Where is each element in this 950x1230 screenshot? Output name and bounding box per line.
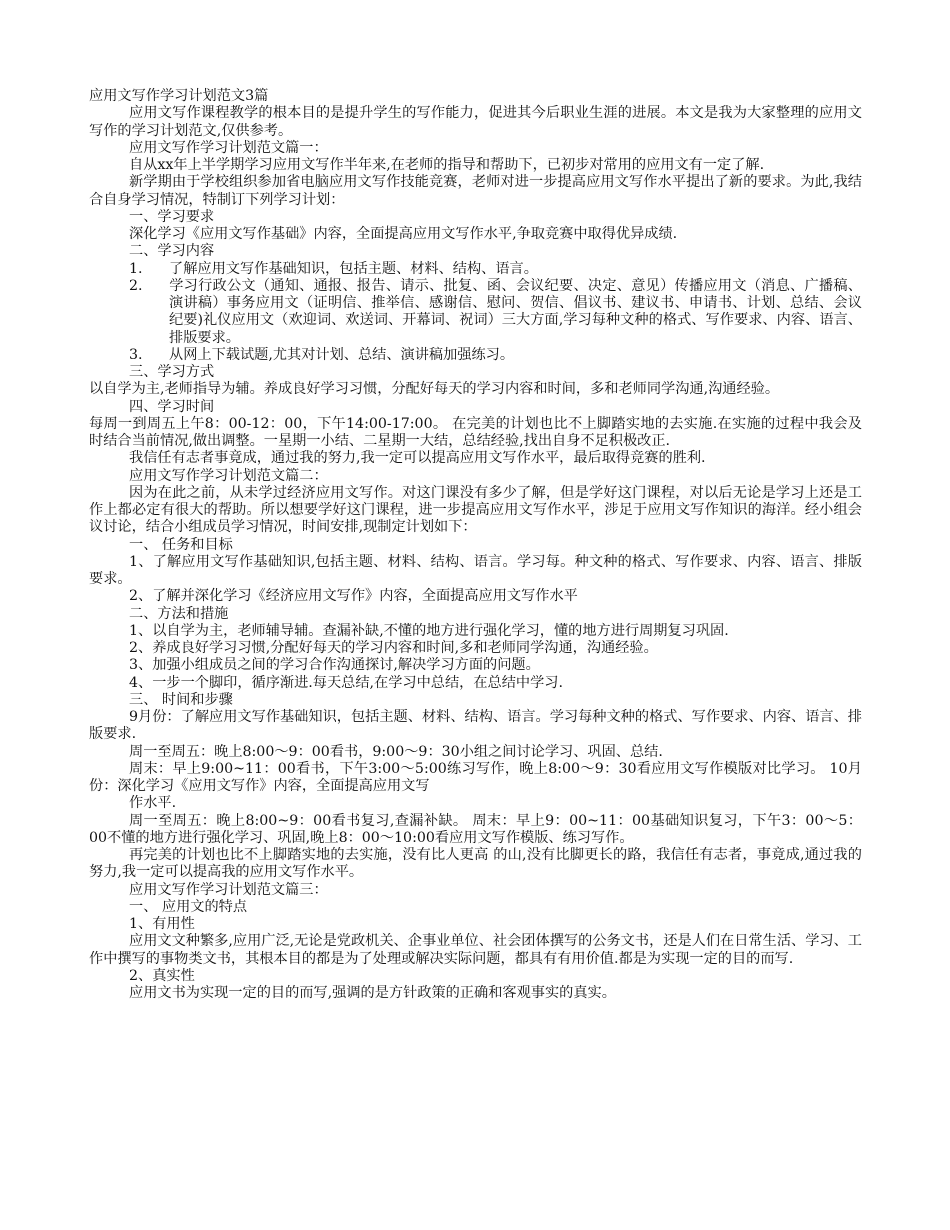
paragraph: 自从xx年上半学期学习应用文写作半年来,在老师的指导和帮助下，已初步对常用的应用文有一定了解. <box>129 157 765 173</box>
subheading: 二、方法和措施 <box>129 605 229 622</box>
section-heading-2: 应用文写作学习计划范文篇二： <box>129 467 328 484</box>
subheading: 一、 任务和目标 <box>129 536 233 553</box>
paragraph: 应用文书为实现一定的目的而写,强调的是方针政策的正确和客观事实的真实。 <box>129 985 616 1001</box>
subheading: 三、 时间和步骤 <box>129 691 233 708</box>
paragraph: 每周一到周五上午8：00-12：00，下午14:00-17:00。 在完美的计划也比不上脚踏实地的去实施.在实施的过程中我会及时结合当前情况,做出调整。一星期一小结、二星期一大结，总结经验,找出自身不足积极改正. <box>89 415 862 449</box>
subheading: 二、学习内容 <box>129 243 215 260</box>
list-number: 1. <box>129 260 143 277</box>
section-heading-3: 应用文写作学习计划范文篇三： <box>129 881 328 898</box>
subheading: 2、真实性 <box>129 967 195 984</box>
paragraph: 以自学为主,老师指导为辅。养成良好学习习惯，分配好每天的学习内容和时间，多和老师同学沟通,沟通经验。 <box>89 381 780 398</box>
list-number: 3. <box>129 346 143 363</box>
section-heading-1: 应用文写作学习计划范文篇一： <box>129 139 328 156</box>
list-item <box>89 347 862 364</box>
subheading: 三、学习方式 <box>129 364 215 380</box>
list-item <box>89 278 862 347</box>
subheading: 一、 应用文的特点 <box>129 898 248 915</box>
subheading: 一、学习要求 <box>129 208 215 225</box>
document-title: 应用文写作学习计划范文3篇 <box>89 88 269 104</box>
list-text: 了解应用文写作基础知识，包括主题、材料、结构、语言。 <box>169 260 538 277</box>
paragraph: 1、了解应用文写作基础知识,包括主题、材料、结构、语言。学习每。种文种的格式、写作要求、内容、语言、排版要求。 <box>89 553 862 587</box>
paragraph: 再完美的计划也比不上脚踏实地的去实施，没有比人更高 的山,没有比脚更长的路，我信任有志者，事竟成,通过我的努力,我一定可以提高我的应用文写作水平。 <box>89 847 862 881</box>
subheading: 1、有用性 <box>129 916 195 932</box>
list-text: 从网上下载试题,尤其对计划、总结、演讲稿加强练习。 <box>169 346 515 363</box>
paragraph: 2、养成良好学习习惯,分配好每天的学习内容和时间,多和老师同学沟通，沟通经验。 <box>129 640 658 656</box>
paragraph: 周一至周五：晚上8:00～9：00看书，9:00～9：30小组之间讨论学习、巩固、总结. <box>129 743 663 760</box>
paragraph: 作水平. <box>129 795 177 812</box>
paragraph: 1、以自学为主，老师辅导辅。查漏补缺,不懂的地方进行强化学习，懂的地方进行周期复习巩固. <box>129 622 729 639</box>
paragraph: 周末：早上9:00~11：00看书，下午3:00～5:00练习写作，晚上8:00～9：30看应用文写作模版对比学习。 10月份：深化学习《应用文写作》内容，全面提高应用文写 <box>89 760 862 794</box>
paragraph: 9月份：了解应用文写作基础知识，包括主题、材料、结构、语言。学习每种文种的格式、写作要求、内容、语言、排版要求. <box>89 709 862 743</box>
list-item <box>89 261 862 278</box>
paragraph: 2、了解并深化学习《经济应用文写作》内容，全面提高应用文写作水平 <box>129 588 578 605</box>
paragraph: 因为在此之前，从未学过经济应用文写作。对这门课没有多少了解，但是学好这门课程，对以后无论是学习上还是工作上都必定有很大的帮助。所以想要学好这门课程，进一步提高应用文写作水平，涉足于应用文写作知识的海洋。经小组会议讨论，结合小组成员学习情况，时间安排,现制定计划如下： <box>89 484 862 536</box>
subheading: 四、学习时间 <box>129 398 215 415</box>
paragraph: 我信任有志者事竟成，通过我的努力,我一定可以提高应用文写作水平，最后取得竞赛的胜利. <box>129 450 706 467</box>
paragraph: 4、一步一个脚印，循序渐进.每天总结,在学习中总结，在总结中学习. <box>129 674 563 691</box>
paragraph: 深化学习《应用文写作基础》内容，全面提高应用文写作水平,争取竞赛中取得优异成绩. <box>129 226 678 242</box>
paragraph: 新学期由于学校组织参加省电脑应用文写作技能竞赛，老师对进一步提高应用文写作水平提出了新的要求。为此,我结合自身学习情况，特制订下列学习计划： <box>89 174 862 208</box>
paragraph: 周一至周五：晚上8:00~9：00看书复习,查漏补缺。 周末：早上9：00~11：00基础知识复习，下午3：00～5：00不懂的地方进行强化学习、巩固,晚上8：00～10:00看应用文写作模版、练习写作。 <box>89 812 862 846</box>
intro-paragraph: 应用文写作课程教学的根本目的是提升学生的写作能力，促进其今后职业生涯的进展。本文是我为大家整理的应用文写作的学习计划范文,仅供参考。 <box>89 105 862 139</box>
list-text: 学习行政公文（通知、通报、报告、请示、批复、函、会议纪要、决定、意见）传播应用文（消息、广播稿、演讲稿）事务应用文（证明信、推举信、感谢信、慰问、贺信、倡议书、建议书、申请书、计划、总结、会议纪要)礼仪应用文（欢迎词、欢送词、开幕词、祝词）三大方面,学习每种文种的格式、写作要求、内容、语言、排版要求。 <box>169 277 862 346</box>
list-number: 2. <box>129 277 143 294</box>
paragraph: 3、加强小组成员之间的学习合作沟通探讨,解决学习方面的问题。 <box>129 657 540 674</box>
paragraph: 应用文文种繁多,应用广泛,无论是党政机关、企事业单位、社会团体撰写的公务文书，还是人们在日常生活、学习、工作中撰写的事物类文书，其根本目的都是为了处理或解决实际问题，都具有有用价值.都是为实现一定的目的而写. <box>89 933 862 967</box>
